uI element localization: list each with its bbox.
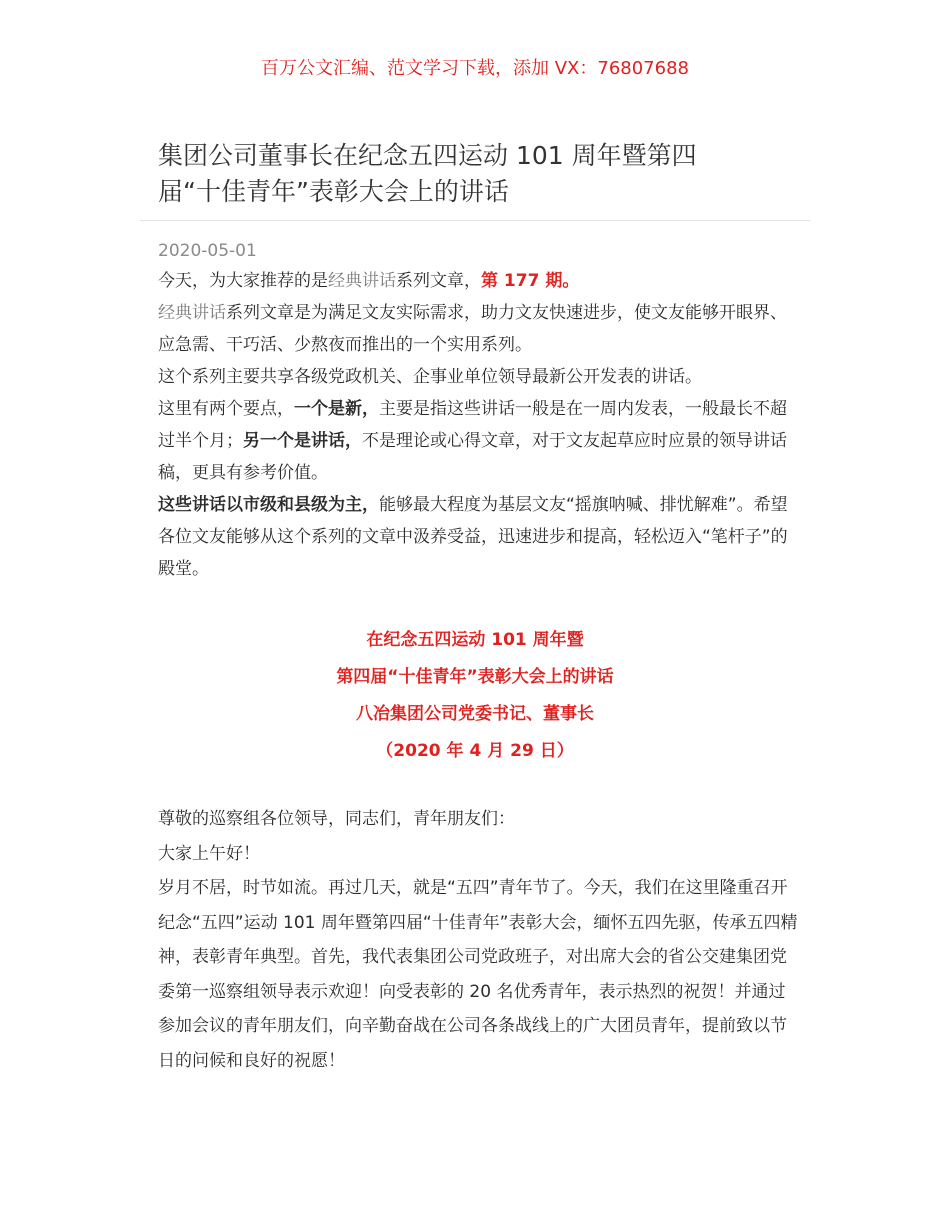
speech-date: （2020 年 4 月 29 日） (376, 741, 574, 761)
intro-text: 今天，为大家推荐的是 (158, 271, 328, 291)
key-point: 另一个是讲话， (243, 431, 362, 451)
key-point: 这些讲话以市级和县级为主， (158, 495, 379, 515)
intro-paragraph-5 (158, 489, 798, 585)
article-date: 2020-05-01 (158, 241, 257, 261)
watermark-banner: 百万公文汇编、范文学习下载，添加 VX：76807688 (261, 58, 689, 79)
intro-text: 系列文章是为满足文友实际需求，助力文友快速进步，使文友能够开眼界、应急需、干巧活、少熬夜而推出的一个实用系列。 (158, 303, 787, 355)
intro-paragraph-2 (158, 297, 798, 361)
series-name: 经典讲话 (328, 271, 396, 291)
title-divider (140, 220, 810, 221)
intro-text: 系列文章， (396, 271, 481, 291)
issue-number: 第 177 期。 (481, 271, 580, 291)
speech-header (0, 622, 950, 770)
series-name: 经典讲话 (158, 303, 226, 323)
salutation: 尊敬的巡察组各位领导，同志们，青年朋友们： (158, 809, 515, 829)
intro-paragraph-4 (158, 393, 798, 489)
intro-section (158, 265, 798, 585)
intro-paragraph-3: 这个系列主要共享各级党政机关、企事业单位领导最新公开发表的讲话。 (158, 367, 702, 387)
intro-paragraph-1 (158, 265, 798, 297)
intro-text: 主要是指这些讲话一般是在一周内发表，一般最长不超过半个月； (158, 399, 787, 451)
intro-text: 不是理论或心得文章，对于文友起草应时应景的领导讲话稿，更具有参考价值。 (158, 431, 787, 483)
speech-title-line-2: 第四届“十佳青年”表彰大会上的讲话 (336, 667, 614, 687)
key-point: 一个是新， (294, 399, 379, 419)
intro-text: 能够最大程度为基层文友“摇旗呐喊、排忧解难”。希望各位文友能够从这个系列的文章中汲养受益，迅速进步和提高，轻松迈入“笔杆子”的殿堂。 (158, 495, 788, 579)
intro-text: 这里有两个要点， (158, 399, 294, 419)
article-title: 集团公司董事长在纪念五四运动 101 周年暨第四届“十佳青年”表彰大会上的讲话 (158, 141, 697, 206)
greeting: 大家上午好！ (158, 843, 260, 864)
speech-title-line-1: 在纪念五四运动 101 周年暨 (366, 630, 584, 650)
speech-body (158, 802, 798, 1078)
speaker-line: 八冶集团公司党委书记、董事长 (356, 704, 594, 724)
speech-paragraph-1: 岁月不居，时节如流。再过几天，就是“五四”青年节了。今天，我们在这里隆重召开纪念“五四”运动 101 周年暨第四届“十佳青年”表彰大会，缅怀五四先驱，传承五四精神，表彰青年典型。首先，我代表集团公司党政班子，对出席大会的省公交建集团党委第一巡察组领导表示欢迎！向受表彰的 20 名优秀青年，表示热烈的祝贺！并通过参加会议的青年朋友们，向辛勤奋战在公司各条战线上的广大团员青年，提前致以节日的问候和良好的祝愿！ (158, 878, 798, 1071)
